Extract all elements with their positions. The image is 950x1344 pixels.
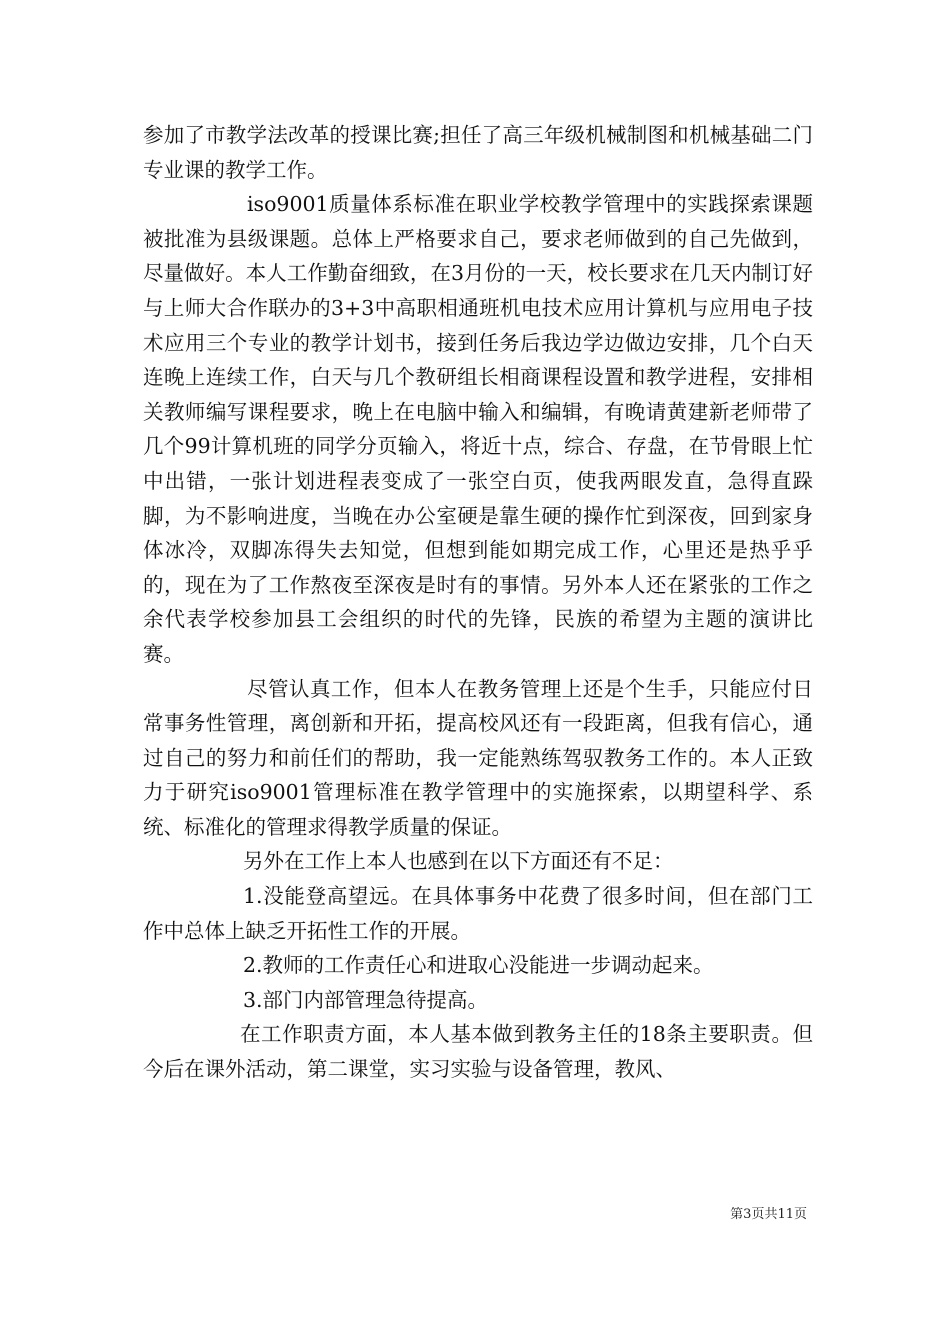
- list-item-3: 3.部门内部管理急待提高。: [243, 987, 489, 1012]
- body-text: [143, 118, 813, 1087]
- list-item-1: 1.没能登高望远。在具体事务中花费了很多时间，但在部门工作中总体上缺乏开拓性工作的开展。: [143, 884, 813, 943]
- list-item-2: 2.教师的工作责任心和进取心没能进一步调动起来。: [243, 953, 714, 978]
- paragraph-4: 另外在工作上本人也感到在以下方面还有不足：: [243, 849, 674, 874]
- paragraph-1: 参加了市教学法改革的授课比赛;担任了高三年级机械制图和机械基础二门专业课的教学工作。: [143, 123, 813, 182]
- paragraph-3: 尽管认真工作，但本人在教务管理上还是个生手，只能应付日常事务性管理，离创新和开拓，提高校风还有一段距离，但我有信心，通过自己的努力和前任们的帮助，我一定能熟练驾驭教务工作的。本人正致力于研究iso9001管理标准在教学管理中的实施探索，以期望科学、系统、标准化的管理求得教学质量的保证。: [143, 676, 813, 839]
- page-number-footer: 第3页共11页: [730, 1207, 807, 1222]
- paragraph-2: iso9001质量体系标准在职业学校教学管理中的实践探索课题被批准为县级课题。总体上严格要求自己，要求老师做到的自己先做到，尽量做好。本人工作勤奋细致，在3月份的一天，校长要求在几天内制订好与上师大合作联办的3+3中高职相通班机电技术应用计算机与应用电子技术应用三个专业的教学计划书，接到任务后我边学边做边安排，几个白天连晚上连续工作，白天与几个教研组长相商课程设置和教学进程，安排相关教师编写课程要求，晚上在电脑中输入和编辑，有晚请黄建新老师带了几个99计算机班的同学分页输入，将近十点，综合、存盘，在节骨眼上忙中出错，一张计划进程表变成了一张空白页，使我两眼发直，急得直跺脚，为不影响进度，当晚在办公室硬是靠生硬的操作忙到深夜，回到家身体冰冷，双脚冻得失去知觉，但想到能如期完成工作，心里还是热乎乎的，现在为了工作熬夜至深夜是时有的事情。另外本人还在紧张的工作之余代表学校参加县工会组织的时代的先锋，民族的希望为主题的演讲比赛。: [143, 192, 813, 666]
- paragraph-5: 在工作职责方面，本人基本做到教务主任的18条主要职责。但今后在课外活动，第二课堂，实习实验与设备管理，教风、: [143, 1022, 813, 1082]
